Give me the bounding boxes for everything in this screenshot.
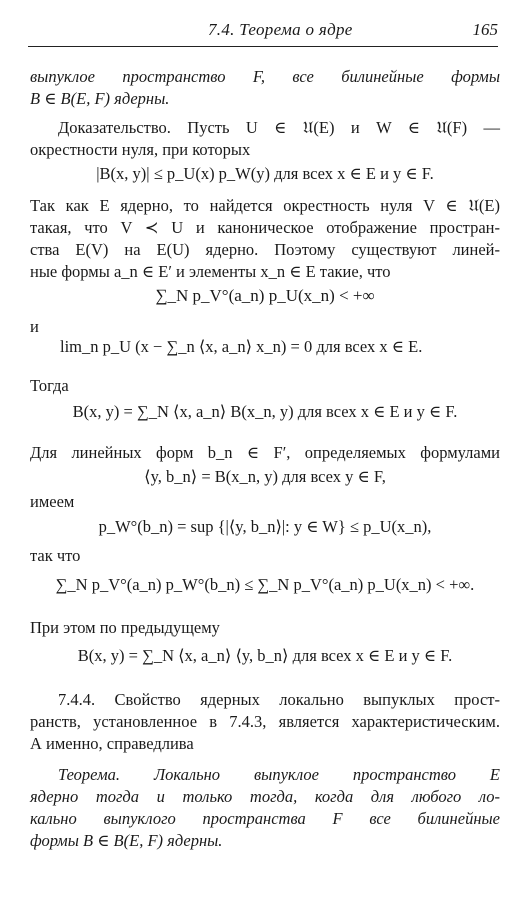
running-header <box>28 18 498 47</box>
text-line: ства E(V) на E(U) ядерно. Поэтому существуют линей- <box>30 240 500 259</box>
text-line: имеем <box>30 492 75 511</box>
text-line: окрестности нуля, при которых <box>30 140 251 159</box>
theorem-line: кально выпуклого пространства F все билинейные <box>30 809 500 828</box>
text-line: А именно, справедлива <box>30 734 194 753</box>
running-title: 7.4. Теорема о ядре <box>208 20 353 39</box>
text-line: B ∈ B(E, F) ядерны. <box>30 89 170 108</box>
formula-line: B(x, y) = ∑_N ⟨x, a_n⟩ B(x_n, y) для всех x ∈ E и y ∈ F. <box>72 402 458 421</box>
text-line: и <box>30 317 39 336</box>
formula-line: p_W°(b_n) = sup {|⟨y, b_n⟩|: y ∈ W} ≤ p_U(x_n), <box>98 517 432 536</box>
text-line: Для линейных форм b_n ∈ F′, определяемых формулами <box>30 443 500 462</box>
text-line: При этом по предыдущему <box>30 618 220 637</box>
theorem-line: формы B ∈ B(E, F) ядерны. <box>30 831 223 850</box>
formula-line: ∑_N p_V°(a_n) p_W°(b_n) ≤ ∑_N p_V°(a_n) p_U(x_n) < +∞. <box>55 575 475 594</box>
formula-line: B(x, y) = ∑_N ⟨x, a_n⟩ ⟨y, b_n⟩ для всех x ∈ E и y ∈ F. <box>77 646 453 665</box>
text-line: Тогда <box>30 376 69 395</box>
formula-line: ⟨y, b_n⟩ = B(x_n, y) для всех y ∈ F, <box>144 467 386 486</box>
text-line: Так как E ядерно, то найдется окрестность нуля V ∈ 𝔘(E) <box>30 196 500 215</box>
formula-line: |B(x, y)| ≤ p_U(x) p_W(y) для всех x ∈ E и y ∈ F. <box>96 164 434 183</box>
text-line: такая, что V ≺ U и каноническое отображение простран- <box>30 218 500 237</box>
theorem-line: ядерно тогда и только тогда, когда для любого ло- <box>30 787 500 806</box>
text-line: ные формы a_n ∈ E′ и элементы x_n ∈ E такие, что <box>30 262 391 281</box>
formula-line: lim_n p_U (x − ∑_n ⟨x, a_n⟩ x_n) = 0 для всех x ∈ E. <box>60 337 423 356</box>
text-line: так что <box>30 546 81 565</box>
text-line: выпуклое пространство F, все билинейные формы <box>30 67 500 86</box>
formula-line: ∑_N p_V°(a_n) p_U(x_n) < +∞ <box>155 286 375 305</box>
page-number: 165 <box>472 20 498 39</box>
theorem-line: Теорема. Локально выпуклое пространство E <box>58 765 500 784</box>
text-line: ранств, установленное в 7.4.3, является характеристическим. <box>30 712 500 731</box>
proof-heading-line: Доказательство. Пусть U ∈ 𝔘(E) и W ∈ 𝔘(F) — <box>58 118 500 137</box>
section-7-4-4-line: 7.4.4. Свойство ядерных локально выпуклых прост- <box>58 690 500 709</box>
